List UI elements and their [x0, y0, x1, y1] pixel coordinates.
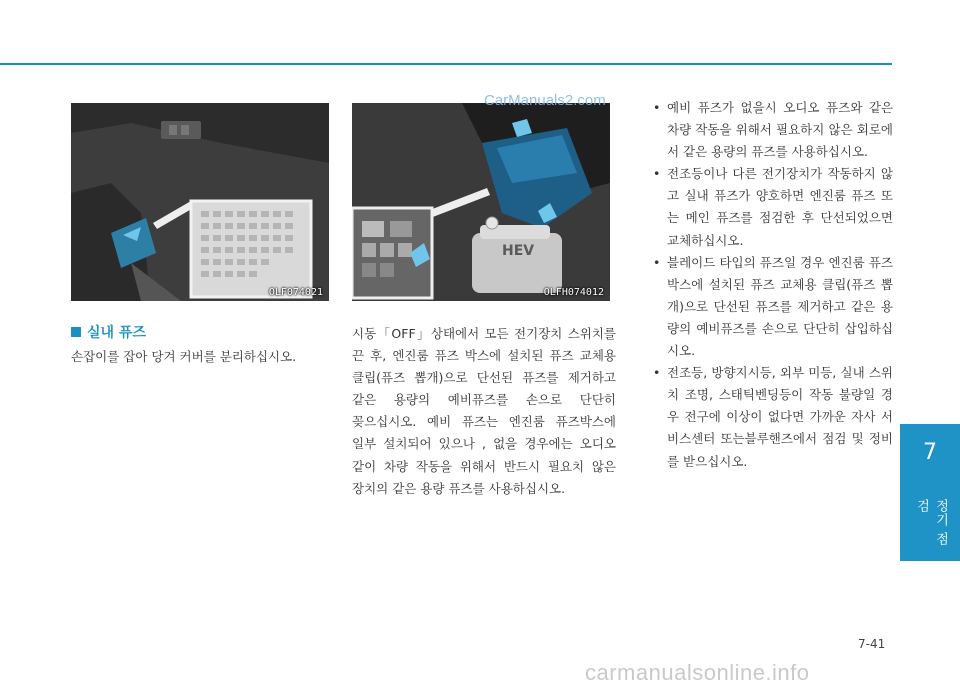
top-rule	[0, 63, 892, 65]
chapter-tab	[900, 424, 960, 561]
engine-fuse-illustration	[352, 103, 610, 301]
chapter-title: 정기 점검	[914, 499, 948, 547]
list-item: • 예비 퓨즈가 없을시 오디오 퓨즈와 같은 차량 작동을 위해서 필요하지 않은 회로에서 같은 용량의 퓨즈를 사용하십시오.	[651, 97, 893, 163]
chapter-number: 7	[923, 440, 937, 465]
page-number: 7-41	[858, 637, 886, 651]
section-heading	[71, 322, 146, 342]
list-item: • 블레이드 타입의 퓨즈일 경우 엔진룸 퓨즈박스에 설치된 퓨즈 교체용 클립(퓨즈 뽑개)으로 단선된 퓨즈를 제거하고 같은 용량의 예비퓨즈를 손으로 단단히 삽입하십시오.	[651, 252, 893, 362]
list-item: • 전조등이나 다른 전기장치가 작동하지 않고 실내 퓨즈가 양호하면 엔진룸 퓨즈 또는 메인 퓨즈를 점검한 후 단선되었으면 교체하십시오.	[651, 163, 893, 251]
square-bullet-icon	[71, 327, 81, 337]
figure-interior-fuse	[71, 103, 329, 301]
watermark-top: CarManuals2.com	[484, 92, 606, 109]
notes-list	[651, 97, 893, 473]
section-heading-text: 실내 퓨즈	[87, 325, 146, 341]
figure-code: OLFH074012	[543, 287, 604, 298]
fuse-instructions-paragraph: 시동「OFF」상태에서 모든 전기장치 스위치를 끈 후, 엔진룸 퓨즈 박스에 설치된 퓨즈 교체용 클립(퓨즈 뽑개)으로 단선된 퓨즈를 제거하고 같은 용량의 예비퓨즈를 손으로 단단히 꽂으십시오. 예비 퓨즈는 엔진룸 퓨즈박스에 일부 설치되어 있으나 , 없을 경우에는 오디오 같이 차량 작동을 위해서 반드시 필요치 않은 장치의 같은 용량 퓨즈를 사용하십시오.	[352, 326, 616, 496]
hev-label: HEV	[502, 243, 535, 259]
figure-engine-fuse	[352, 103, 610, 301]
list-item: • 전조등, 방향지시등, 외부 미등, 실내 스위치 조명, 스태틱벤딩등이 작동 불량일 경우 전구에 이상이 없다면 가까운 자사 서비스센터 또는블루핸즈에서 점검 및 정비를 받으십시오.	[651, 362, 893, 472]
footer-watermark: carmanualsonline.info	[585, 660, 810, 685]
interior-fuse-illustration	[71, 103, 329, 301]
section-caption: 손잡이를 잡아 당겨 커버를 분리하십시오.	[71, 349, 297, 364]
figure-code: OLF074021	[268, 287, 323, 298]
